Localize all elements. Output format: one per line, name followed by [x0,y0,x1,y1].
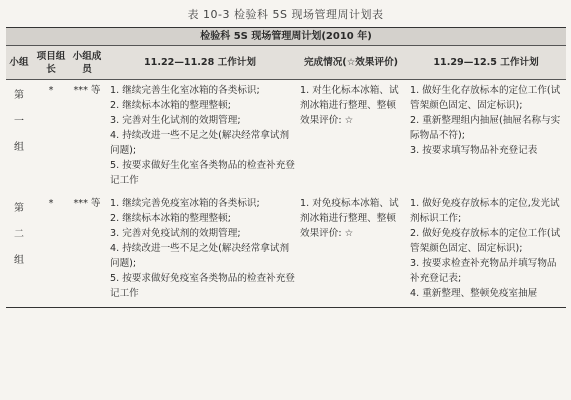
leader-cell: * [48,85,54,96]
next-plan-item: 2. 做好免疫存放标本的定位工作(试管架颜色固定、固定标识); [410,228,561,254]
plan-item: 3. 完善对生化试剂的效期管理; [110,115,241,126]
members-cell: *** 等 [73,85,101,96]
plan-cell [104,80,296,195]
status-cell [296,194,406,308]
table-title-row [6,28,566,46]
header-leader: 项目组长 [32,46,70,80]
header-members: 小组成员 [70,46,104,80]
group-label [6,194,32,308]
next-plan-item: 1. 做好免疫存放标本的定位,发光试剂标识工作; [410,198,560,224]
header-next-plan: 11.29—12.5 工作计划 [406,46,566,80]
table-row [6,80,566,195]
next-plan-item: 3. 按要求填写物品补充登记表 [410,145,538,156]
next-plan-item: 3. 按要求检查补充物品并填写物品补充登记表; [410,258,557,284]
plan-item: 2. 继续标本冰箱的整理整顿; [110,213,231,224]
group-char: 第 [14,203,24,214]
next-plan-item: 2. 重新整理组内抽屉(抽屉名称与实际物品不符); [410,115,561,141]
status-text: 1. 对生化标本冰箱、试剂冰箱进行整理、整顿 [300,85,399,111]
plan-item: 3. 完善对免疫试剂的效期管理; [110,228,241,239]
plan-item: 5. 按要求做好免疫室各类物品的检查补充登记工作 [110,273,295,299]
status-cell [296,80,406,195]
group-char: 组 [14,142,24,153]
table-caption: 表 10-3 检验科 5S 现场管理周计划表 [187,8,384,21]
plan-item: 5. 按要求做好生化室各类物品的检查补充登记工作 [110,160,295,186]
group-label [6,80,32,195]
group-char: 一 [14,116,24,127]
members-cell: *** 等 [70,194,104,308]
header-plan: 11.22—11.28 工作计划 [104,46,296,80]
group-char: 组 [14,255,24,266]
status-eval: 效果评价: ☆ [300,228,354,239]
plan-cell [104,194,296,308]
header-row [6,46,566,80]
next-plan-item: 4. 重新整理、整顿免疫室抽屉 [410,288,538,299]
plan-item: 4. 持续改进一些不足之处(解决经常拿试剂问题); [110,243,290,269]
group-char: 第 [14,90,24,101]
next-plan-item: 1. 做好生化存放标本的定位工作(试管架颜色固定、固定标识); [410,85,561,111]
plan-table [6,27,566,308]
header-group: 小组 [6,46,32,80]
status-eval: 效果评价: ☆ [300,115,354,126]
plan-item: 1. 继续完善生化室冰箱的各类标识; [110,85,260,96]
next-plan-cell [406,80,566,195]
plan-item: 4. 持续改进一些不足之处(解决经常拿试剂问题); [110,130,290,156]
next-plan-cell [406,194,566,308]
group-char: 二 [14,229,24,240]
plan-item: 1. 继续完善免疫室冰箱的各类标识; [110,198,260,209]
status-text: 1. 对免疫标本冰箱、试剂冰箱进行整理、整顿 [300,198,399,224]
header-status: 完成情况(☆效果评价) [296,46,406,80]
plan-item: 2. 继续标本冰箱的整理整顿; [110,100,231,111]
table-row [6,194,566,308]
table-title: 检验科 5S 现场管理周计划(2010 年) [6,28,566,46]
leader-cell: * [32,194,70,308]
